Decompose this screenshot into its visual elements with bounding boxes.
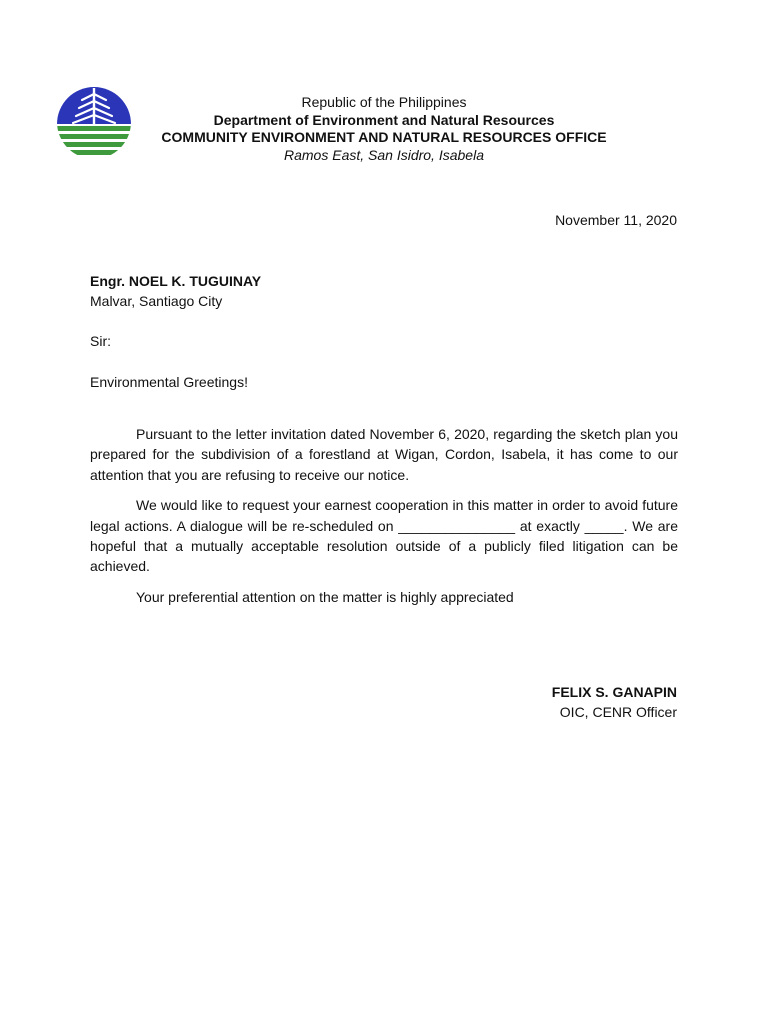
salutation: Sir: <box>90 333 111 349</box>
signature-block <box>552 682 677 722</box>
office-line: COMMUNITY ENVIRONMENT AND NATURAL RESOURCES OFFICE <box>161 129 607 145</box>
paragraph-3: Your preferential attention on the matter is highly appreciated <box>136 588 514 605</box>
department-line: Department of Environment and Natural Resources <box>213 111 555 128</box>
signer-name: FELIX S. GANAPIN <box>551 684 677 700</box>
paragraph-1: Pursuant to the letter invitation dated November 6, 2020, regarding the sketch plan you prepared for the subdivision of a forestland at Wigan, Cordon, Isabela, it has come to our attention that you are refusing to receive our notice. <box>90 426 678 483</box>
recipient-block <box>90 271 261 311</box>
denr-logo-icon <box>56 84 132 160</box>
letterhead <box>140 94 628 164</box>
greeting: Environmental Greetings! <box>90 374 248 390</box>
recipient-name: Engr. NOEL K. TUGUINAY <box>90 273 262 289</box>
office-address: Ramos East, San Isidro, Isabela <box>284 146 484 163</box>
letter-date: November 11, 2020 <box>555 212 677 228</box>
republic-line: Republic of the Philippines <box>301 94 467 110</box>
recipient-address: Malvar, Santiago City <box>90 293 223 309</box>
signer-title: OIC, CENR Officer <box>559 704 677 720</box>
paragraph-2: We would like to request your earnest cooperation in this matter in order to avoid future legal actions. A dialogue will be re-scheduled on _______________ at exactly _____. We are hopeful that a mutually acceptable resolution outside of a publicly filed litigation can be achieved. <box>90 497 678 575</box>
letter-body <box>90 424 678 617</box>
